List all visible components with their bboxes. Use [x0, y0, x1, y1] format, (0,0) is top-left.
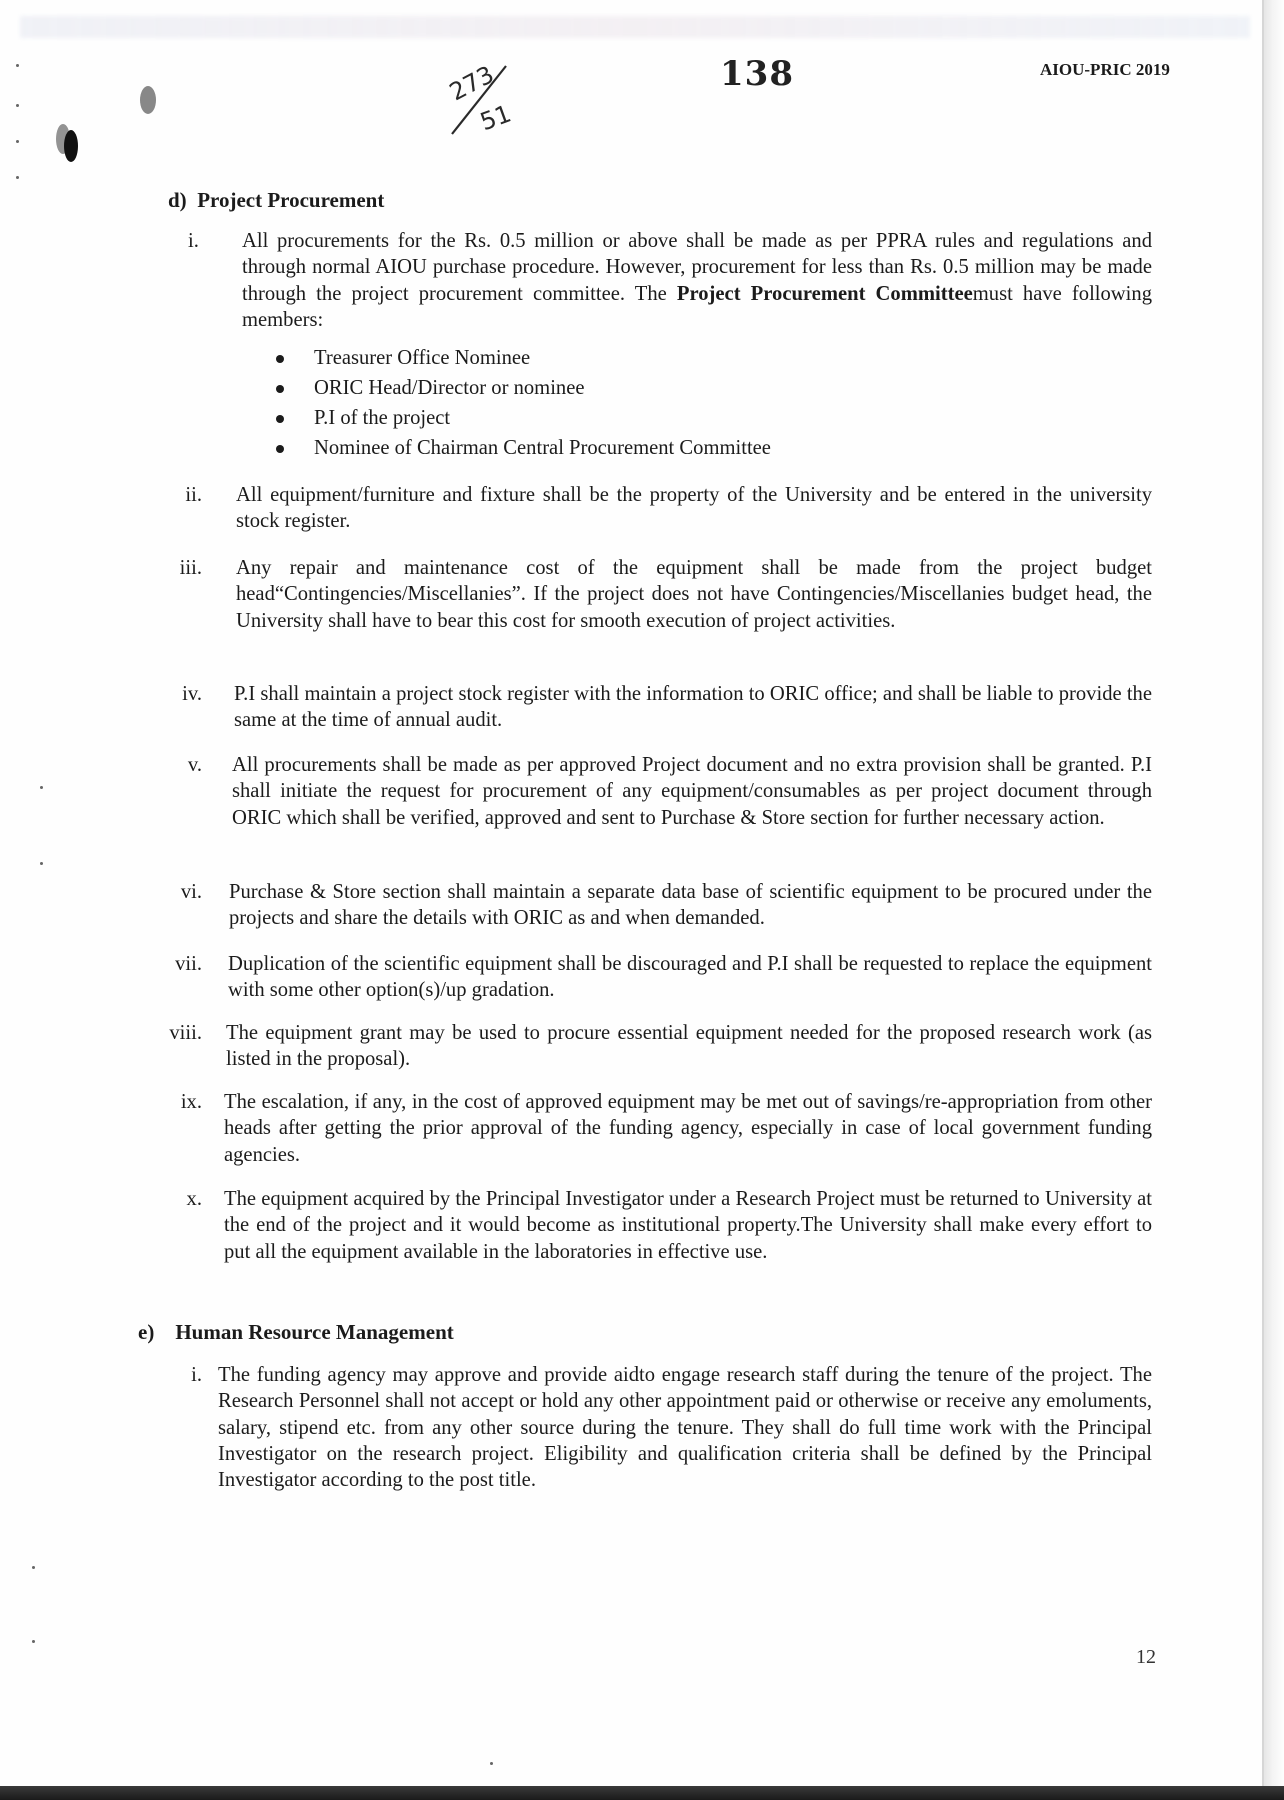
scan-speck — [16, 104, 19, 107]
section-marker: e) — [138, 1320, 155, 1344]
bullet-icon — [276, 415, 284, 423]
scan-speck — [40, 786, 43, 789]
scan-speck — [490, 1762, 493, 1765]
item-number: x. — [186, 1188, 202, 1210]
item-text: The escalation, if any, in the cost of approved equipment may be met out of savings/re-appropriation from other heads after getting the prior approval of the funding agency, especially in case of local government funding agencies. — [224, 1091, 1152, 1166]
item-text: The equipment grant may be used to procure essential equipment needed for the proposed research work (as listed in the proposal). — [226, 1022, 1152, 1071]
bullet-icon — [276, 385, 284, 393]
scanner-bottom-edge — [0, 1786, 1284, 1800]
bullet-icon — [276, 355, 284, 363]
item-text: The funding agency may approve and provide aidto engage research staff during the tenure of the project. The Research Personnel shall not accept or hold any other appointment paid or otherwise or receive any emoluments, salary, stipend etc. from any other source during the tenure. They shall do full time work with the Principal Investigator on the research project. Eligibility and qualification criteria shall be defined by the Principal Investigator according to the post title. — [218, 1364, 1152, 1492]
item-text: Purchase & Store section shall maintain a separate data base of scientific equipment to be procured under the projects and share the details with ORIC as and when demanded. — [229, 881, 1152, 930]
item-number: iii. — [179, 557, 202, 579]
committee-members-list — [276, 343, 771, 463]
item-number: ix. — [180, 1091, 202, 1113]
scan-artifact-band — [20, 16, 1250, 38]
scan-speck — [16, 140, 19, 143]
item-text: Duplication of the scientific equipment shall be discouraged and P.I shall be requested to replace the equipment with some other option(s)/up gradation. — [228, 953, 1152, 1002]
member-item: P.I of the project — [276, 403, 771, 433]
item-number: i. — [191, 1364, 202, 1386]
scan-speck — [32, 1640, 35, 1643]
item-number: iv. — [182, 683, 202, 705]
member-item: ORIC Head/Director or nominee — [276, 373, 771, 403]
scan-speck — [16, 176, 19, 179]
handwritten-annotation — [440, 52, 530, 142]
scan-speck — [40, 862, 43, 865]
item-text: The equipment acquired by the Principal Investigator under a Research Project must be returned to University at the end of the project and it would become as institutional property.The University shall make every effort to put all the equipment available in the laboratories in effective use. — [224, 1188, 1152, 1263]
item-number: vi. — [180, 881, 202, 903]
bullet-icon — [276, 445, 284, 453]
member-item: Treasurer Office Nominee — [276, 343, 771, 373]
section-heading-human-resource-management — [138, 1320, 454, 1345]
committee-name-bold: Project Procurement Committee — [676, 282, 973, 305]
document-code: AIOU-PRIC 2019 — [1040, 60, 1170, 79]
scan-speck — [16, 64, 19, 67]
item-number: i. — [188, 230, 199, 252]
item-text: Any repair and maintenance cost of the equipment shall be made from the project budget head“Contingencies/Miscellanies”. If the project does not have Contingencies/Miscellanies budget head, the University shall have to bear this cost for smooth execution of project activities. — [236, 557, 1152, 632]
item-number: vii. — [175, 953, 202, 975]
stamped-page-number: 138 — [720, 54, 794, 94]
punch-hole-mark — [64, 130, 78, 162]
punch-hole-mark — [140, 86, 156, 114]
member-item: Nominee of Chairman Central Procurement Committee — [276, 433, 771, 463]
section-heading-project-procurement — [168, 188, 384, 213]
page-right-edge — [1262, 0, 1284, 1800]
item-number: v. — [187, 754, 202, 776]
section-title: Human Resource Management — [175, 1320, 454, 1344]
section-marker: d) — [168, 188, 187, 212]
item-text: All procurements shall be made as per approved Project document and no extra provision shall be granted. P.I shall initiate the request for procurement of any equipment/consumables as per project document through ORIC which shall be verified, approved and sent to Purchase & Store section for further necessary action. — [232, 754, 1152, 829]
item-number: viii. — [169, 1022, 202, 1044]
item-text: All equipment/furniture and fixture shall be the property of the University and be entered in the university stock register. — [236, 484, 1152, 533]
svg-text:51: 51 — [476, 99, 515, 137]
scan-speck — [32, 1566, 35, 1569]
item-text: All procurements for the Rs. 0.5 million or above shall be made as per PPRA rules and regulations and through normal AIOU purchase procedure. However, procurement for less than Rs. 0.5 million may be made through the project procurement committee. The Project Procurement Committeemust have following members: — [242, 230, 1152, 331]
svg-text:273: 273 — [444, 60, 499, 107]
item-text: P.I shall maintain a project stock register with the information to ORIC office; and shall be liable to provide the same at the time of annual audit. — [234, 683, 1152, 732]
item-number: ii. — [185, 484, 202, 506]
section-title: Project Procurement — [197, 188, 385, 212]
page-number: 12 — [1136, 1646, 1156, 1668]
